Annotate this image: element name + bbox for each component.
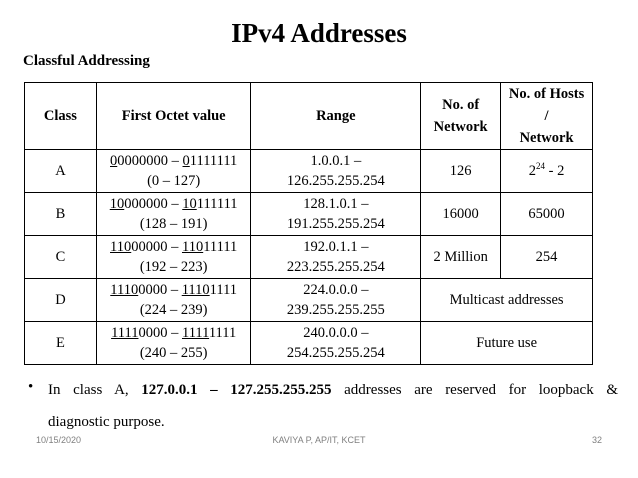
binary-range: 00000000 – 01111111 — [110, 153, 238, 169]
bullet-point — [28, 379, 618, 433]
decimal-range: (240 – 255) — [139, 345, 208, 361]
first-octet-cell — [96, 322, 251, 365]
footer-author: KAVIYA P, AP/IT, KCET — [272, 435, 366, 445]
footer-page-number: 32 — [591, 435, 602, 445]
range-cell: 1.0.0.1 – 126.255.255.254 — [251, 150, 421, 193]
class-cell: E — [25, 322, 97, 365]
header-networks-line1: No. of — [442, 97, 480, 113]
slide-title: IPv4 Addresses — [231, 18, 407, 48]
header-networks-line2: Network — [433, 119, 488, 135]
header-hosts — [501, 83, 593, 150]
table-row — [25, 236, 593, 279]
binary-range: 10000000 – 10111111 — [109, 196, 238, 212]
binary-range: 11000000 – 11011111 — [110, 239, 238, 255]
merged-usage-cell: Multicast addresses — [421, 279, 593, 322]
class-cell: D — [25, 279, 97, 322]
first-octet-cell — [96, 236, 251, 279]
bullet-icon: • — [28, 379, 34, 395]
merged-usage-cell: Future use — [421, 322, 593, 365]
table-header-row — [25, 83, 593, 150]
networks-cell: 126 — [421, 150, 501, 193]
decimal-range: (192 – 223) — [139, 259, 208, 275]
footer-date: 10/15/2020 — [36, 435, 82, 445]
loopback-range: 127.0.0.1 – 127.255.255.255 — [141, 382, 332, 398]
hosts-cell: 65000 — [501, 193, 593, 236]
hosts-cell: $2^{24} - 2$ — [501, 150, 593, 193]
range-cell: 128.1.0.1 – 191.255.255.254 — [251, 193, 421, 236]
slide-subtitle: Classful Addressing — [23, 53, 150, 69]
header-first-octet: First Octet value — [96, 83, 251, 150]
range-cell: 240.0.0.0 – 254.255.255.254 — [251, 322, 421, 365]
first-octet-cell — [96, 279, 251, 322]
class-cell: A — [25, 150, 97, 193]
class-cell: C — [25, 236, 97, 279]
table-row — [25, 150, 593, 193]
hosts-cell: 254 — [501, 236, 593, 279]
header-networks — [421, 83, 501, 150]
header-range: Range — [251, 83, 421, 150]
networks-cell: 16000 — [421, 193, 501, 236]
range-cell: 192.0.1.1 – 223.255.255.254 — [251, 236, 421, 279]
bullet-text-line2: diagnostic purpose. — [48, 414, 165, 430]
table-row — [25, 322, 593, 365]
header-hosts-line1: No. of Hosts / — [508, 86, 585, 124]
binary-range: 11110000 – 11111111 — [111, 325, 237, 341]
range-cell: 224.0.0.0 – 239.255.255.255 — [251, 279, 421, 322]
class-cell: B — [25, 193, 97, 236]
networks-cell: 2 Million — [421, 236, 501, 279]
header-hosts-line2: Network — [519, 130, 574, 146]
table-row — [25, 193, 593, 236]
decimal-range: (224 – 239) — [139, 302, 208, 318]
first-octet-cell — [96, 193, 251, 236]
classful-addressing-table — [24, 82, 593, 365]
binary-range: 11100000 – 11101111 — [110, 282, 238, 298]
first-octet-cell — [96, 150, 251, 193]
bullet-text-line1: In class A, 127.0.0.1 – 127.255.255.255 addresses are reserved for loopback & — [48, 382, 618, 398]
table-row — [25, 279, 593, 322]
decimal-range: (128 – 191) — [139, 216, 208, 232]
header-class: Class — [25, 83, 97, 150]
decimal-range: (0 – 127) — [147, 173, 201, 189]
